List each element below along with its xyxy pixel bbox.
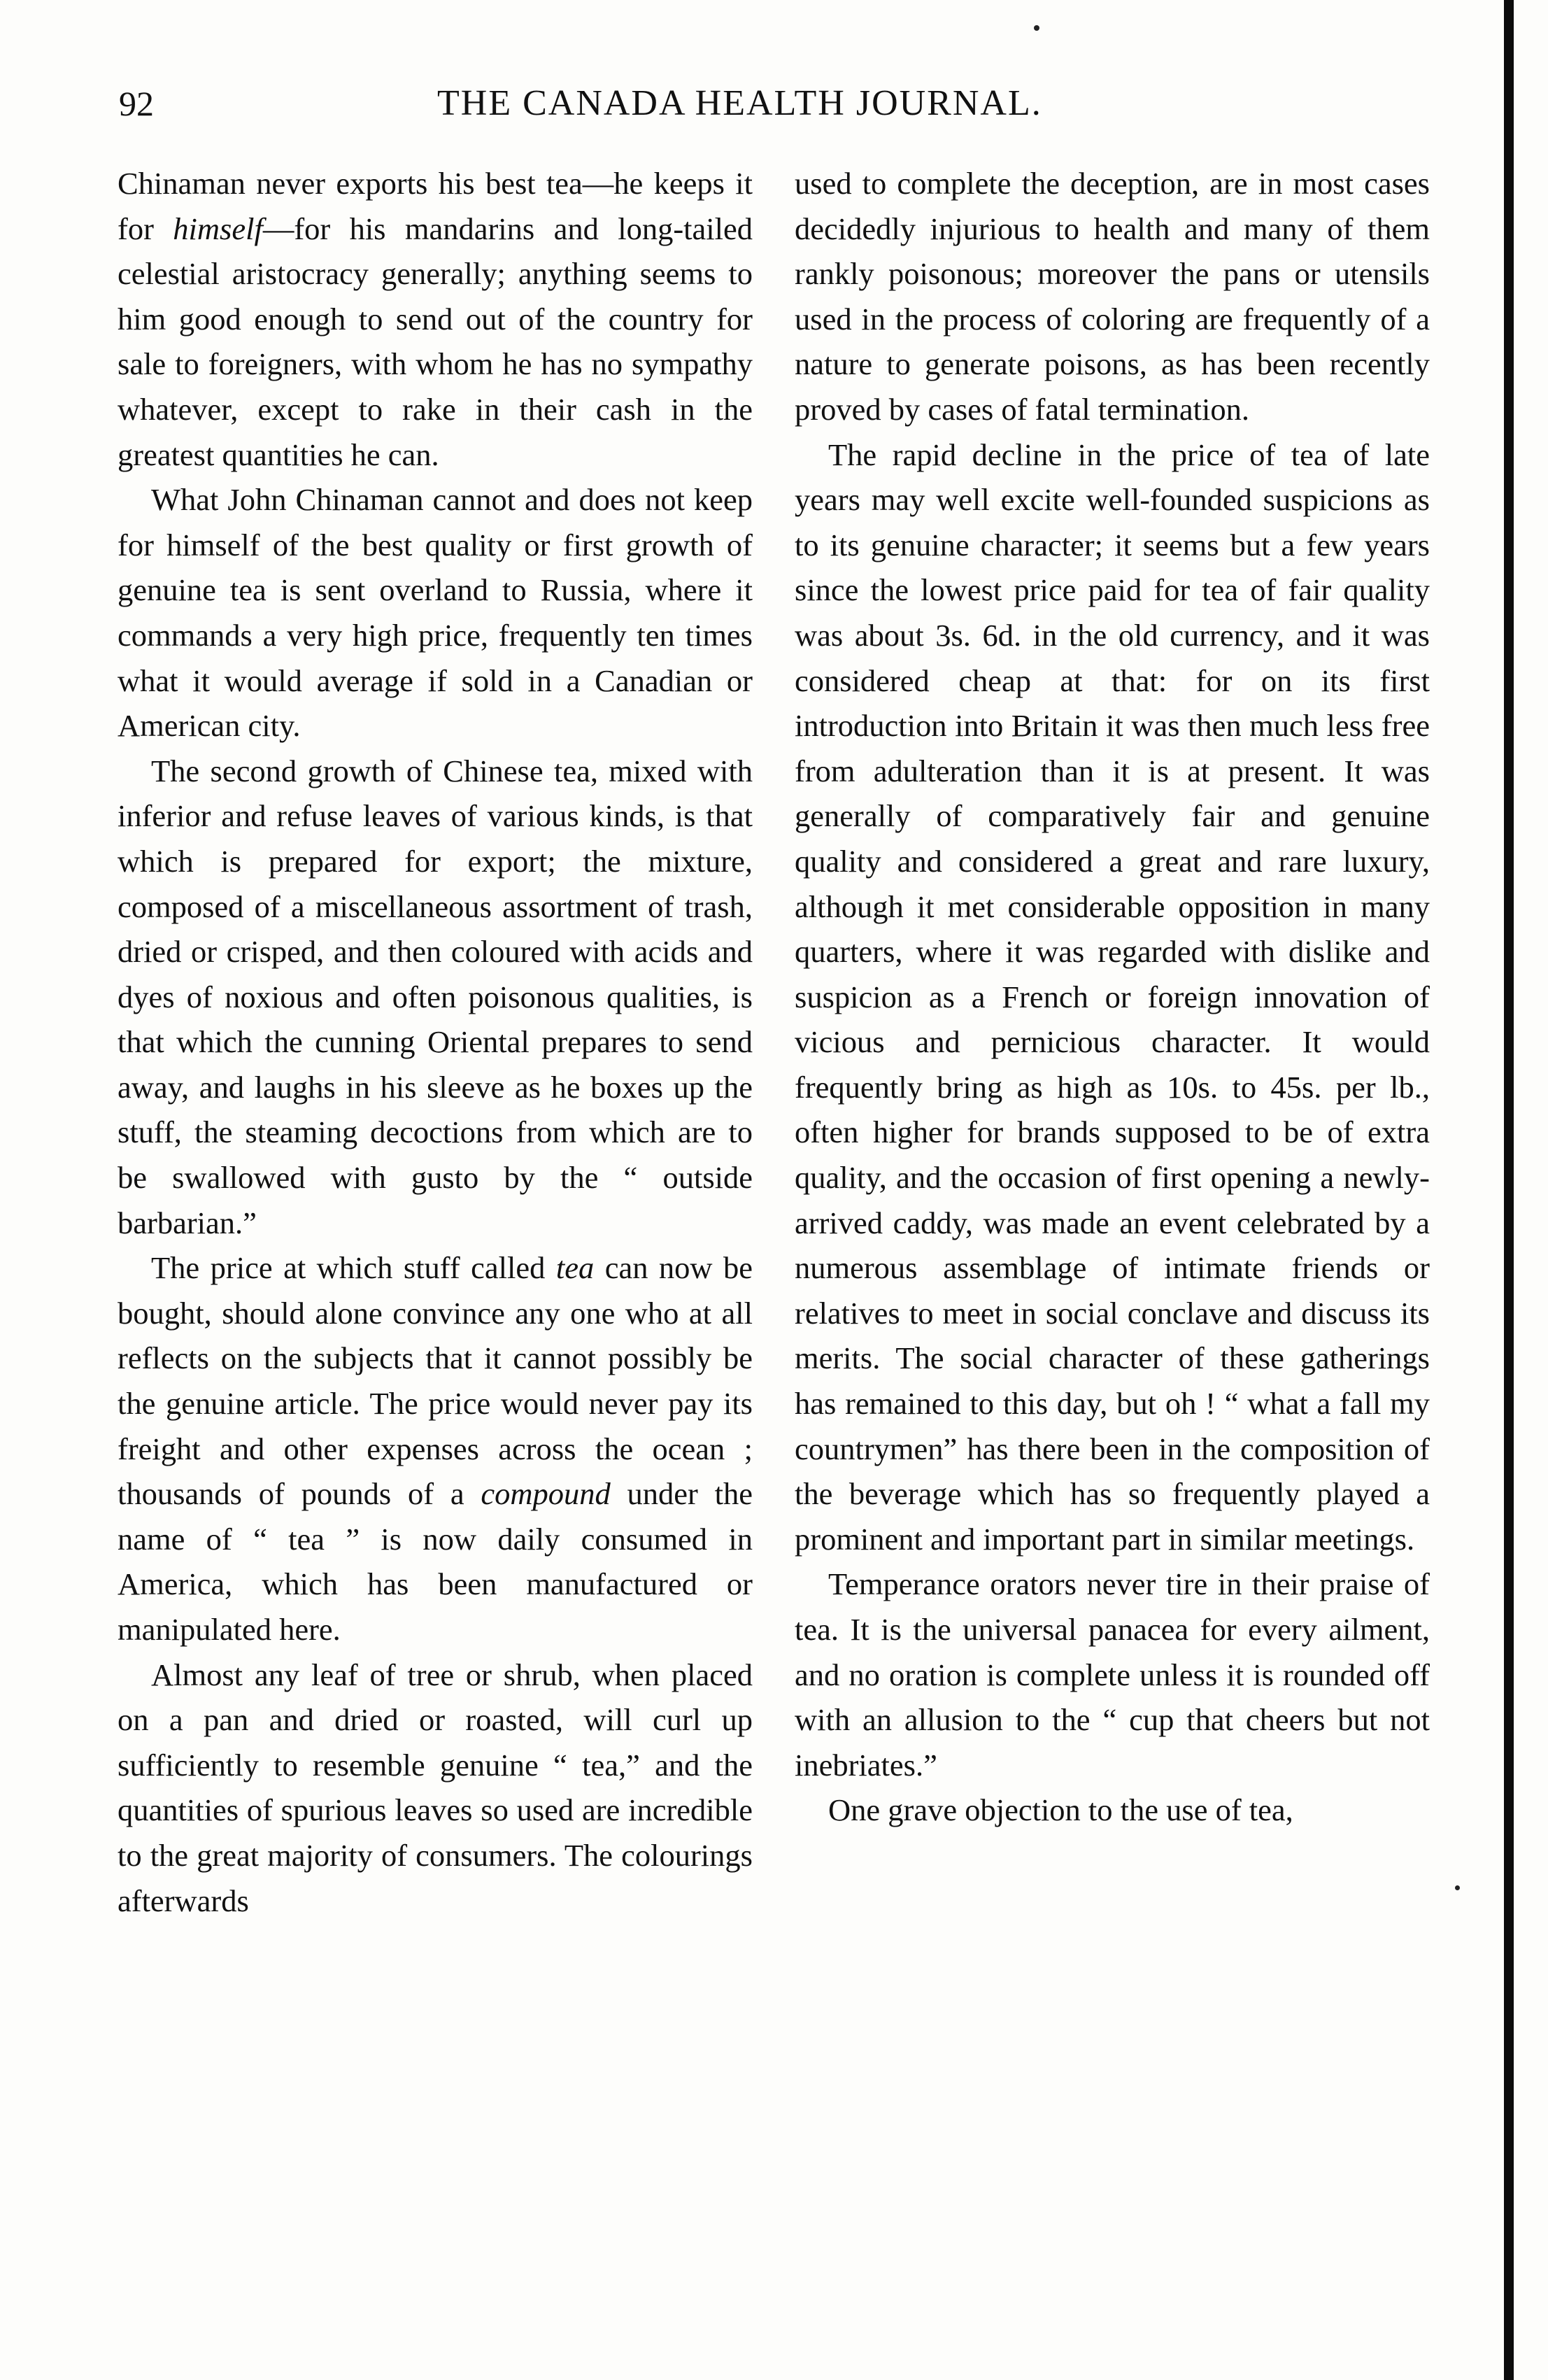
paragraph: Chinaman never exports his best tea—he keeps it for himself—for his mandarins and long-tailed celestial aristocracy generally; anything seems to him good enough to send out of the country for sale to foreigners, with whom he has no sympathy whatever, except to rake in their cash in the greatest quantities he can. bbox=[118, 166, 753, 472]
italic-word: tea bbox=[555, 1250, 595, 1286]
paragraph: The second growth of Chinese tea, mixed with inferior and refuse leaves of various kinds, is that which is prepared for export; the mixture, composed of a miscellaneous assortment of trash, dried or crisped, and then coloured with acids and dyes of noxious and often poisonous qualities, is that which the cunning Oriental prepares to send away, and laughs in his sleeve as he boxes up the stuff, the steaming decoctions from which are to be swallowed with gusto by the “ outside barbarian.” bbox=[118, 753, 753, 1240]
italic-word: himself bbox=[173, 211, 263, 246]
page-header bbox=[119, 83, 1308, 139]
running-head: THE CANADA HEALTH JOURNAL. bbox=[437, 83, 1042, 123]
paragraph: One grave objection to the use of tea, bbox=[828, 1792, 1293, 1828]
paragraph: used to complete the deception, are in most cases decidedly injurious to health and many of them rankly poisonous; moreover the pans or utensils used in the process of coloring are frequently of a nature to generate poisons, as has been recently proved by cases of fatal termination. bbox=[795, 166, 1430, 427]
paragraph: Almost any leaf of tree or shrub, when placed on a pan and dried or roasted, will curl up sufficiently to resemble genuine “ tea,” and the quantities of spurious leaves so used are incredible to the great majority of consumers. The colourings afterwards bbox=[118, 1657, 753, 1918]
left-column bbox=[118, 161, 753, 1923]
paragraph: The price at which stuff called tea can now be bought, should alone convince any one who at all reflects on the subjects that it cannot possibly be the genuine article. The price would never pay its freight and other expenses across the ocean ; thousands of pounds of a compound under the name of “ tea ” is now daily consumed in America, which has been manufactured or manipulated here. bbox=[118, 1250, 753, 1647]
page-edge-rule bbox=[1504, 0, 1514, 2380]
italic-word: compound bbox=[481, 1476, 611, 1512]
paragraph: What John Chinaman cannot and does not keep for himself of the best quality or first growth of genuine tea is sent overland to Russia, where it commands a very high price, frequently ten times what it would average if sold in a Canadian or American city. bbox=[118, 482, 753, 744]
ink-speck bbox=[1034, 25, 1039, 31]
ink-speck bbox=[1455, 1885, 1460, 1890]
right-column bbox=[795, 161, 1430, 1833]
page-number: 92 bbox=[119, 84, 154, 123]
paragraph: Temperance orators never tire in their praise of tea. It is the universal panacea for every ailment, and no oration is complete unless it is rounded off with an allusion to the “ cup that cheers but not inebriates.” bbox=[795, 1566, 1430, 1783]
paragraph: The rapid decline in the price of tea of late years may well excite well-founded suspicions as to its genuine character; it seems but a few years since the lowest price paid for tea of fair quality was about 3s. 6d. in the old currency, and it was considered cheap at that: for on its first introduction into Britain it was then much less free from adulteration than it is at present. It was generally of comparatively fair and genuine quality and considered a great and rare luxury, although it met considerable opposition in many quarters, where it was regarded with dislike and suspicion as a French or foreign innovation of vicious and pernicious character. It would frequently bring as high as 10s. to 45s. per lb., often higher for brands supposed to be of extra quality, and the occasion of first opening a newly-arrived caddy, was made an event celebrated by a numerous assemblage of intimate friends or relatives to meet in social conclave and discuss its merits. The social character of these gatherings has remained to this day, but oh ! “ what a fall my countrymen” has there been in the composition of the beverage which has so frequently played a prominent and important part in similar meetings. bbox=[795, 437, 1430, 1557]
